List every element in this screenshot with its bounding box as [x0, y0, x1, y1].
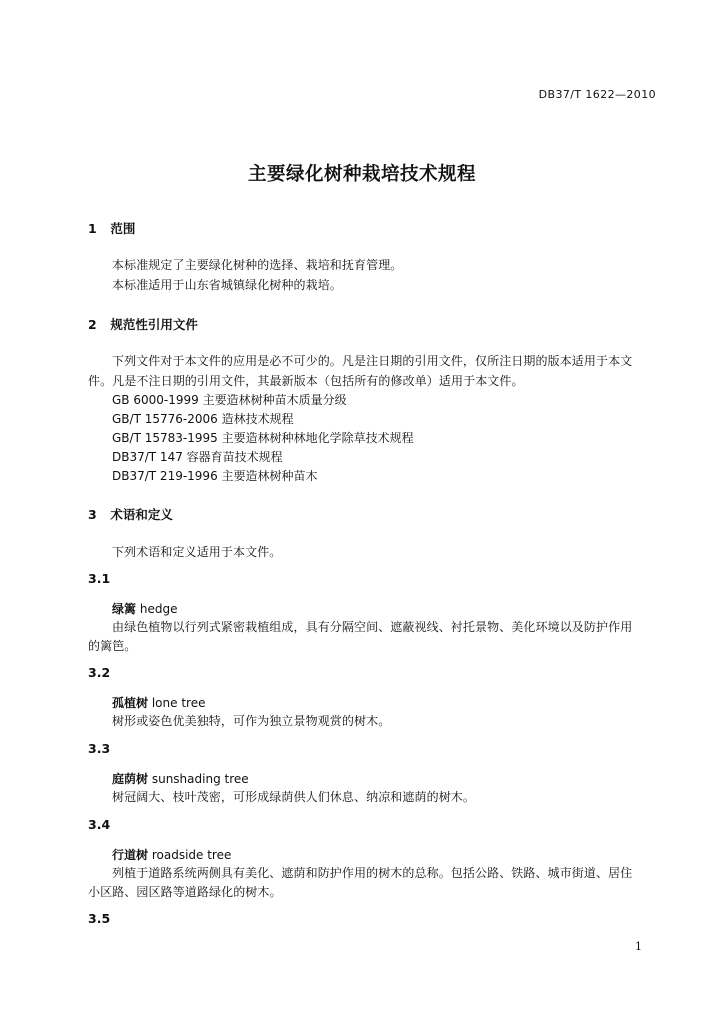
reference-item: GB/T 15783-1995 主要造林树种林地化学除草技术规程 [112, 431, 414, 445]
term-heading [112, 846, 231, 863]
reference-item: DB37/T 147 容器育苗技术规程 [112, 450, 283, 464]
clause-number: 3.1 [88, 571, 111, 586]
reference-item: DB37/T 219-1996 主要造林树种苗木 [112, 469, 318, 483]
term-name-en: roadside tree [151, 848, 232, 862]
page-number: 1 [635, 940, 642, 953]
paragraph: 下列术语和定义适用于本文件。 [112, 545, 282, 559]
reference-item: GB/T 15776-2006 造林技术规程 [112, 412, 294, 426]
section-title: 术语和定义 [110, 507, 173, 522]
section-2-heading [88, 315, 198, 333]
section-number: 2 [88, 317, 97, 332]
definition: 树形或姿色优美独特，可作为独立景物观赏的树木。 [112, 714, 391, 728]
definition: 列植于道路系统两侧具有美化、遮荫和防护作用的树木的总称。包括公路、铁路、城市街道、居住 [112, 866, 633, 880]
reference-item: GB 6000-1999 主要造林树种苗木质量分级 [112, 393, 347, 407]
term-name-en: lone tree [151, 696, 206, 710]
term-name-en: sunshading tree [151, 772, 249, 786]
section-title: 规范性引用文件 [110, 317, 198, 332]
term-name-zh: 绿篱 [112, 602, 137, 616]
term-name-zh: 庭荫树 [112, 772, 149, 786]
term-heading [112, 600, 177, 617]
definition: 的篱笆。 [88, 639, 137, 653]
term-heading [112, 770, 249, 787]
section-1-heading [88, 219, 135, 237]
clause-number: 3.4 [88, 817, 111, 832]
section-title: 范围 [110, 221, 136, 236]
paragraph: 本标准规定了主要绿化树种的选择、栽培和抚育管理。 [112, 258, 403, 272]
clause-number: 3.3 [88, 741, 111, 756]
paragraph: 本标准适用于山东省城镇绿化树种的栽培。 [112, 278, 342, 292]
clause-number: 3.2 [88, 665, 111, 680]
paragraph: 下列文件对于本文件的应用是必不可少的。凡是注日期的引用文件，仅所注日期的版本适用于本文 [112, 354, 633, 368]
section-3-heading [88, 505, 173, 523]
term-heading [112, 694, 205, 711]
paragraph: 件。凡是不注日期的引用文件，其最新版本（包括所有的修改单）适用于本文件。 [88, 374, 524, 388]
term-name-zh: 孤植树 [112, 696, 149, 710]
clause-number: 3.5 [88, 911, 111, 926]
term-name-zh: 行道树 [112, 848, 149, 862]
document-title: 主要绿化树种栽培技术规程 [247, 164, 476, 185]
term-name-en: hedge [139, 602, 178, 616]
definition: 小区路、园区路等道路绿化的树木。 [88, 885, 282, 899]
section-number: 3 [88, 507, 97, 522]
section-number: 1 [88, 221, 97, 236]
standard-code: DB37/T 1622—2010 [538, 88, 656, 101]
definition: 树冠阔大、枝叶茂密，可形成绿荫供人们休息、纳凉和遮荫的树木。 [112, 790, 476, 804]
definition: 由绿色植物以行列式紧密栽植组成，具有分隔空间、遮蔽视线、衬托景物、美化环境以及防护作用 [112, 620, 633, 634]
